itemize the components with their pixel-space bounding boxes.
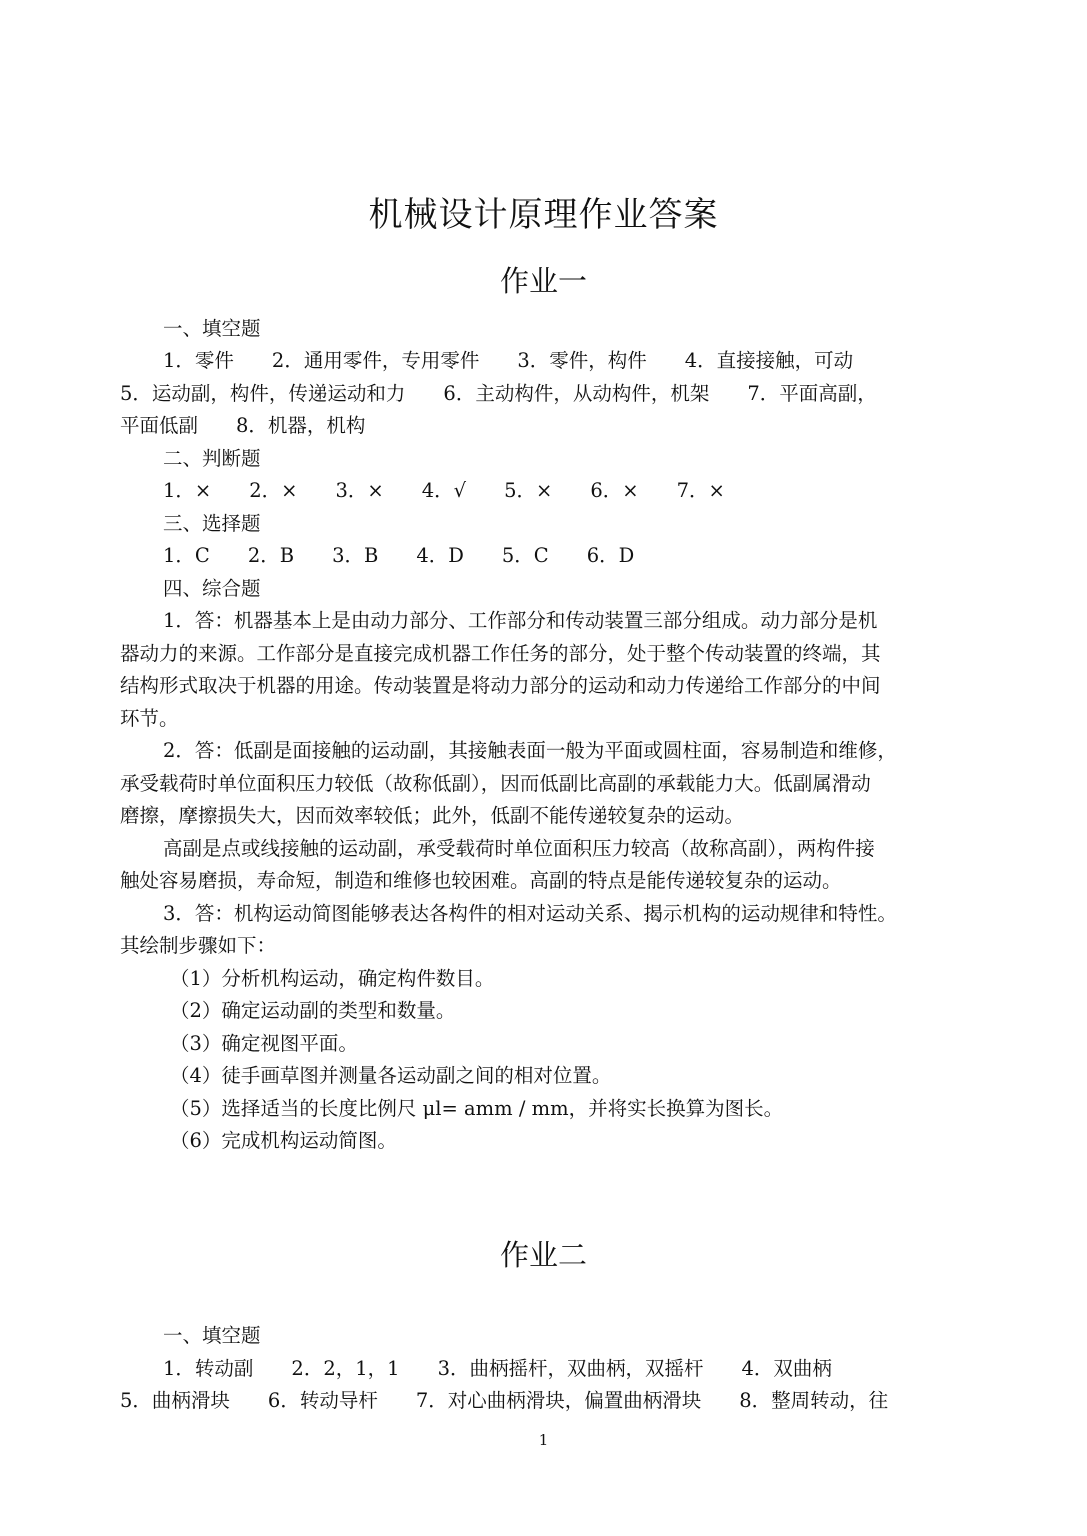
answer-item: 3．B [332,544,379,567]
homework-2-title: 作业二 [499,1238,587,1272]
answer-item: 4．√ [421,479,467,502]
answer-item: 3．零件，构件 [517,349,647,372]
multiple-choice-line [163,541,634,571]
answer-item: 1．转动副 [163,1357,254,1380]
page-number: 1 [538,1431,549,1449]
multiple-choice-heading: 三、选择题 [163,512,261,535]
answer-item: 4．直接接触，可动 [684,349,854,372]
answer-item: 5．× [504,479,553,502]
homework-1-title: 作业一 [499,264,587,298]
step-item: （3）确定视图平面。 [170,1032,358,1055]
answer-item: 6．× [590,479,639,502]
document-title: 机械设计原理作业答案 [368,195,719,235]
answer-item: 3．曲柄摇杆，双曲柄，双摇杆 [437,1357,704,1380]
answer-item: 5．曲柄滑块 [120,1389,230,1412]
fill-blank-line [120,411,365,441]
answer-item: 平面低副 [120,414,199,437]
answer-item: 4．双曲柄 [741,1357,832,1380]
step-item: （5）选择适当的长度比例尺 μl= amm / mm，并将实长换算为图长。 [170,1097,784,1120]
fill-blank-line [163,1354,832,1384]
answer-item: 6．转动导杆 [267,1389,378,1412]
fill-blank-line [120,1386,888,1416]
answer-item: 6．D [586,544,635,567]
paragraph-line: 触处容易磨损，寿命短，制造和维修也较困难。高副的特点是能传递较复杂的运动。 [120,869,842,892]
answer-item: 8．机器，机构 [236,414,366,437]
answer-item: 2．2，1，1 [291,1357,400,1380]
paragraph-line: 器动力的来源。工作部分是直接完成机器工作任务的部分，处于整个传动装置的终端，其 [120,642,881,665]
true-false-line [163,476,725,506]
answer-item: 4．D [416,544,464,567]
step-item: （2）确定运动副的类型和数量。 [170,999,456,1022]
paragraph-line: 磨擦，摩擦损失大，因而效率较低；此外，低副不能传递较复杂的运动。 [120,804,745,827]
answer-item: 7．× [676,479,725,502]
paragraph-line: 结构形式取决于机器的用途。传动装置是将动力部分的运动和动力传递给工作部分的中间 [120,674,881,697]
answer-item: 1．零件 [163,349,234,372]
answer-item: 1．C [163,544,210,567]
answer-item: 8．整周转动，往 [739,1389,889,1412]
answer-item: 6．主动构件，从动构件，机架 [443,382,710,405]
paragraph-line: 其绘制步骤如下： [120,934,277,957]
fill-blank-heading: 一、填空题 [163,1324,261,1347]
fill-blank-heading: 一、填空题 [163,317,261,340]
paragraph-line: 高副是点或线接触的运动副，承受载荷时单位面积压力较高（故称高副），两构件接 [163,837,875,860]
true-false-heading: 二、判断题 [163,447,261,470]
answer-item: 1．× [163,479,212,502]
fill-blank-line [120,379,877,409]
fill-blank-line [163,346,853,376]
step-item: （4）徒手画草图并测量各运动副之间的相对位置。 [170,1064,612,1087]
answer-item: 5．运动副，构件，传递运动和力 [120,382,406,405]
paragraph-line: 环节。 [120,707,179,730]
paragraph-line: 1．答：机器基本上是由动力部分、工作部分和传动装置三部分组成。动力部分是机 [163,609,878,632]
paragraph-line: 承受载荷时单位面积压力较低（故称低副），因而低副比高副的承载能力大。低副属滑动 [120,772,871,795]
answer-item: 3．× [335,479,384,502]
paragraph-line: 2．答：低副是面接触的运动副，其接触表面一般为平面或圆柱面，容易制造和维修， [163,739,897,762]
answer-item: 2．× [249,479,298,502]
step-item: （1）分析机构运动，确定构件数目。 [170,967,495,990]
answer-item: 5．C [501,544,549,567]
answer-item: 2．通用零件，专用零件 [271,349,480,372]
answer-item: 7．对心曲柄滑块，偏置曲柄滑块 [415,1389,702,1412]
answer-item: 7．平面高副， [747,382,877,405]
comprehensive-heading: 四、综合题 [163,577,261,600]
step-item: （6）完成机构运动简图。 [170,1129,397,1152]
paragraph-line: 3．答：机构运动简图能够表达各构件的相对运动关系、揭示机构的运动规律和特性。 [163,902,897,925]
answer-item: 2．B [247,544,295,567]
